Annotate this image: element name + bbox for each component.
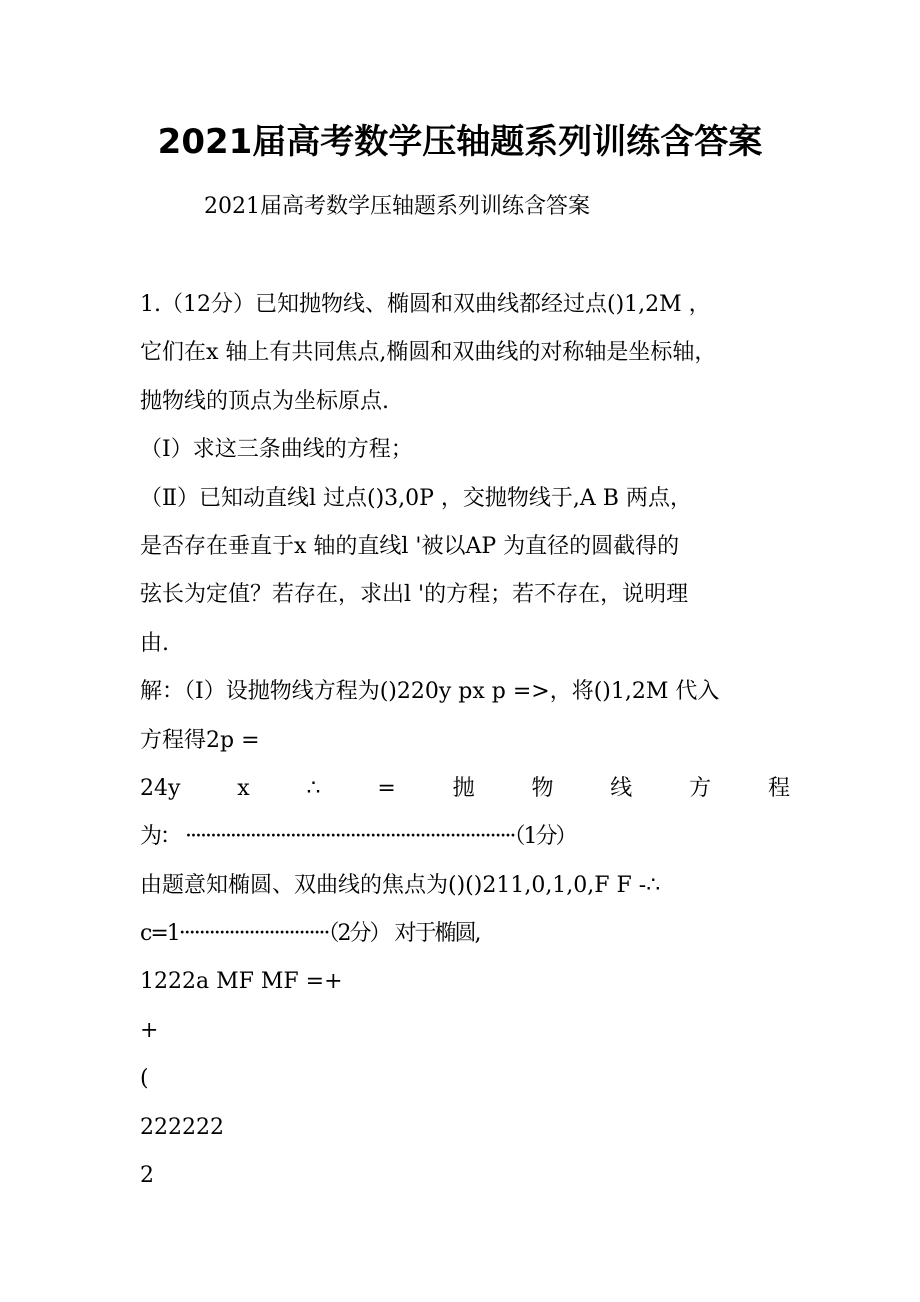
formula-fragment: 222222	[140, 1114, 224, 1140]
text-line-score	[140, 817, 790, 865]
text-line: 由题意知椭圆、双曲线的焦点为()()211,0,1,0,F F -∴	[140, 872, 661, 898]
spread-token: 抛	[452, 775, 475, 801]
spread-text-line	[140, 769, 790, 817]
text-line: （Ⅰ）求这三条曲线的方程；	[140, 437, 413, 463]
formula-fragment: 2	[140, 1163, 154, 1189]
text-line-score	[140, 914, 790, 962]
formula-fragment: 1222a MF MF =+	[140, 969, 343, 995]
score-line-text: 为： ··································································（1分）	[140, 824, 576, 850]
text-line: 它们在x 轴上有共同焦点,椭圆和双曲线的对称轴是坐标轴，	[140, 340, 717, 366]
text-line: 方程得2p =	[140, 727, 260, 753]
spread-token: 线	[610, 775, 633, 801]
document-body	[140, 285, 790, 1204]
formula-fragment: (	[140, 1066, 149, 1092]
text-line: 解：（Ⅰ）设抛物线方程为()220y px p =>，将()1,2M 代入	[140, 679, 720, 705]
spread-token: ∴	[306, 775, 321, 801]
spread-token: =	[377, 775, 396, 801]
spread-token: x	[237, 775, 250, 801]
text-line: 是否存在垂直于x 轴的直线l '被以AP 为直径的圆截得的	[140, 533, 680, 559]
document-subtitle: 2021届高考数学压轴题系列训练含答案	[204, 194, 590, 219]
formula-fragment: +	[140, 1017, 159, 1043]
spread-token: 方	[689, 775, 712, 801]
text-line: 抛物线的顶点为坐标原点.	[140, 388, 389, 414]
spread-token: 物	[531, 775, 554, 801]
text-line: 1.（12分）已知抛物线、椭圆和双曲线都经过点()1,2M ，	[140, 292, 711, 317]
page-title: 2021届高考数学压轴题系列训练含答案	[157, 122, 763, 162]
text-line: （Ⅱ）已知动直线l 过点()3,0P ，交抛物线于,A B 两点，	[140, 485, 692, 511]
spread-token: 24y	[140, 775, 181, 801]
score-line-text: c=1······························（2分） 对于椭圆,	[140, 921, 480, 947]
spread-token: 程	[767, 775, 790, 801]
text-line: 由.	[140, 630, 169, 656]
text-line: 弦长为定值？若存在，求出l '的方程；若不存在，说明理	[140, 582, 689, 608]
